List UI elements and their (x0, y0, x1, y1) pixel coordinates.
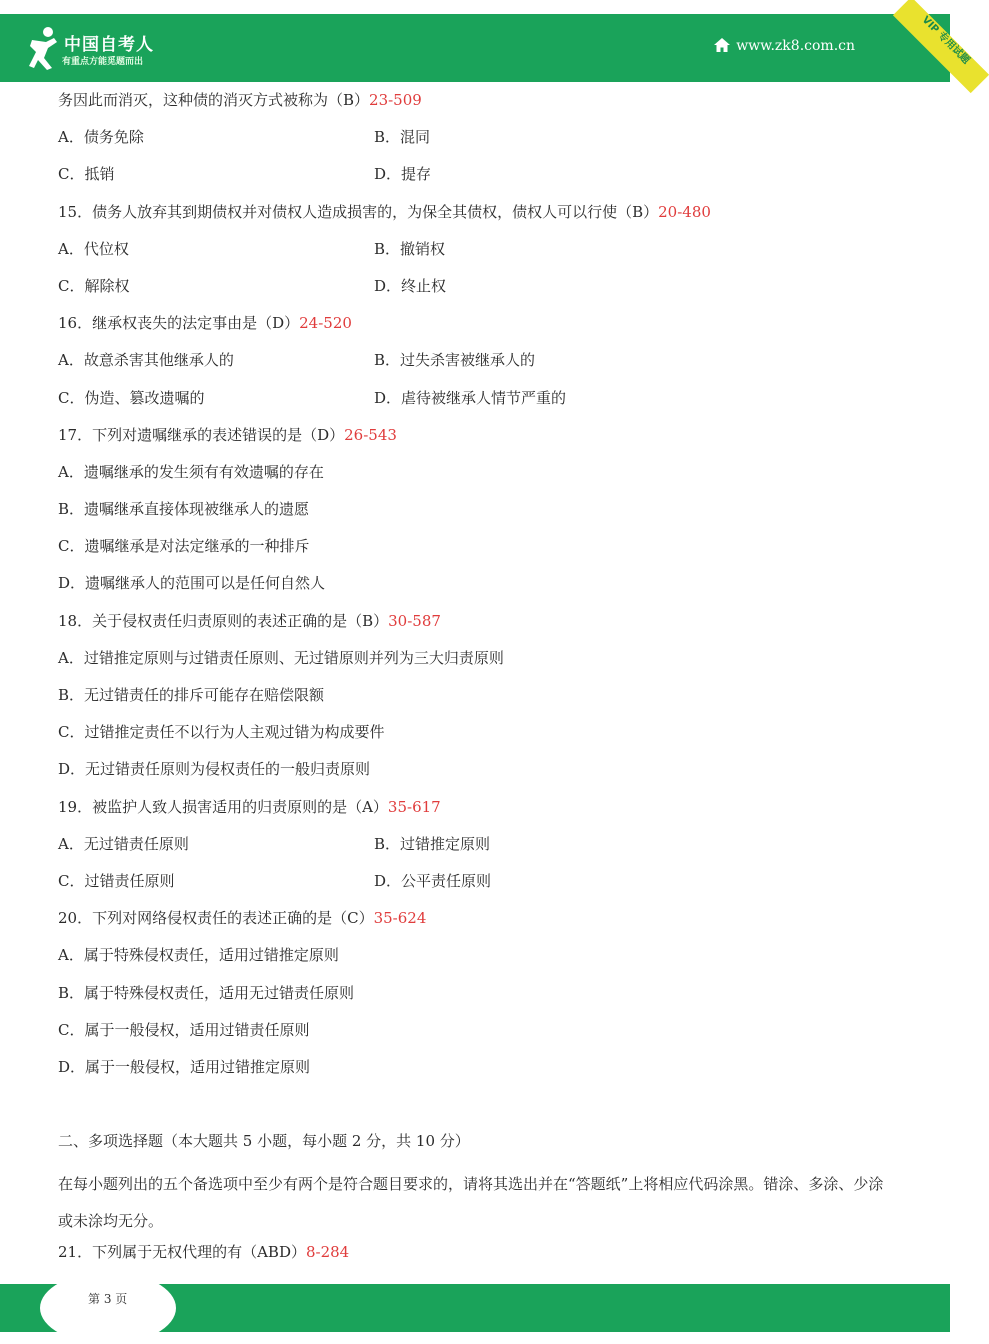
reference-code: 30-587 (388, 611, 441, 630)
exam-content (58, 88, 908, 1277)
option-right: D．虐待被继承人情节严重的 (374, 388, 567, 407)
line-text: B．遗嘱继承直接体现被继承人的遗愿 (58, 500, 310, 519)
reference-code: 8-284 (305, 1243, 350, 1262)
question-text: 21．下列属于无权代理的有（ABD） (58, 1243, 306, 1262)
option-row (58, 237, 908, 274)
line-text: A．遗嘱继承的发生须有有效遗嘱的存在 (58, 462, 324, 481)
line-text: A．过错推定原则与过错责任原则、无过错原则并列为三大归责原则 (58, 648, 504, 667)
option-row (58, 274, 908, 311)
option-line (58, 571, 908, 608)
option-line (58, 1018, 908, 1055)
option-line (58, 534, 908, 571)
question-21 (58, 1240, 908, 1277)
question-line (58, 88, 908, 125)
line-text: 20．下列对网络侵权责任的表述正确的是（C） (58, 909, 374, 928)
line-text: D．无过错责任原则为侵权责任的一般归责原则 (58, 760, 371, 779)
option-right: D．公平责任原则 (374, 871, 492, 890)
line-text: B．无过错责任的排斥可能存在赔偿限额 (58, 686, 325, 704)
question-line (58, 311, 908, 348)
site-logo[interactable] (24, 24, 164, 72)
page-number: 第 3 页 (88, 1292, 128, 1306)
option-line (58, 460, 908, 497)
line-text: C．过错推定责任不以行为人主观过错为构成要件 (58, 723, 385, 742)
option-row (58, 348, 908, 385)
logo-title: 中国自考人 (64, 35, 154, 55)
line-text: 15．债务人放弃其到期债权并对债权人造成损害的，为保全其债权，债权人可以行使（B） (58, 202, 659, 221)
option-row (58, 125, 908, 162)
reference-code: 20-480 (658, 202, 711, 221)
option-left: A．债务免除 (58, 128, 144, 147)
line-text: A．属于特殊侵权责任，适用过错推定原则 (58, 946, 339, 965)
reference-code: 35-617 (387, 797, 441, 816)
option-left: A．故意杀害其他继承人的 (58, 351, 234, 370)
option-row (58, 832, 908, 869)
reference-code: 24-520 (299, 314, 352, 333)
option-right: B．撤销权 (374, 239, 446, 258)
option-left: C．伪造、篡改遗嘱的 (58, 388, 205, 407)
section-instructions: 在每小题列出的五个备选项中至少有两个是符合题目要求的，请将其选出并在“答题纸”上将相应代码涂黑。错涂、多涂、少涂或未涂均无分。 (58, 1175, 884, 1231)
option-row (58, 162, 908, 199)
reference-code: 26-543 (344, 425, 397, 444)
option-right: B．过失杀害被继承人的 (374, 351, 536, 370)
question-line (58, 795, 908, 832)
option-line (58, 720, 908, 757)
option-right: B．混同 (374, 128, 431, 147)
running-person-logo-icon (24, 24, 64, 72)
option-line (58, 1055, 908, 1092)
option-left: A．代位权 (58, 239, 129, 258)
vip-corner-badge (878, 14, 972, 86)
option-row (58, 869, 908, 906)
option-right: D．提存 (374, 165, 432, 184)
line-text: C．遗嘱继承是对法定继承的一种排斥 (58, 537, 310, 556)
question-line (58, 609, 908, 646)
reference-code: 23-509 (369, 91, 422, 109)
line-text: C．属于一般侵权，适用过错责任原则 (58, 1020, 310, 1039)
option-line (58, 497, 908, 534)
question-line (58, 906, 908, 943)
line-text: 17．下列对遗嘱继承的表述错误的是（D） (58, 425, 345, 444)
section-heading: 二、多项选择题（本大题共 5 小题，每小题 2 分，共 10 分） (58, 1132, 470, 1151)
option-line (58, 646, 908, 683)
section-spacer (58, 1092, 908, 1129)
line-text: D．遗嘱继承人的范围可以是任何自然人 (58, 574, 326, 593)
option-row (58, 386, 908, 423)
option-line (58, 757, 908, 794)
option-line (58, 943, 908, 980)
question-line (58, 423, 908, 460)
option-left: C．抵销 (58, 165, 115, 184)
question-line (58, 200, 908, 237)
page-header (0, 14, 950, 82)
site-link[interactable] (714, 38, 855, 54)
option-left: A．无过错责任原则 (58, 834, 189, 853)
line-text: 19．被监护人致人损害适用的归责原则的是（A） (58, 797, 388, 816)
line-text: 18．关于侵权责任归责原则的表述正确的是（B） (58, 611, 389, 630)
option-left: C．解除权 (58, 276, 130, 295)
question-lines (58, 88, 908, 1092)
logo-slogan: 有重点方能觅题而出 (62, 57, 144, 67)
footer-tab (40, 1272, 176, 1344)
site-url: www.zk8.com.cn (736, 38, 855, 54)
line-text: B．属于特殊侵权责任，适用无过错责任原则 (58, 983, 355, 1002)
home-icon (714, 38, 730, 52)
option-right: D．终止权 (374, 276, 447, 295)
option-left: C．过错责任原则 (58, 871, 175, 890)
option-right: B．过错推定原则 (374, 834, 491, 853)
option-line (58, 981, 908, 1018)
reference-code: 35-624 (373, 909, 427, 928)
line-text: D．属于一般侵权，适用过错推定原则 (58, 1057, 311, 1076)
vip-badge-label: VIP 专用试题 (893, 0, 989, 93)
option-line (58, 683, 908, 720)
line-text: 16．继承权丧失的法定事由是（D） (58, 314, 300, 333)
line-text: 务因此而消灭，这种债的消灭方式被称为（B） (58, 91, 370, 109)
